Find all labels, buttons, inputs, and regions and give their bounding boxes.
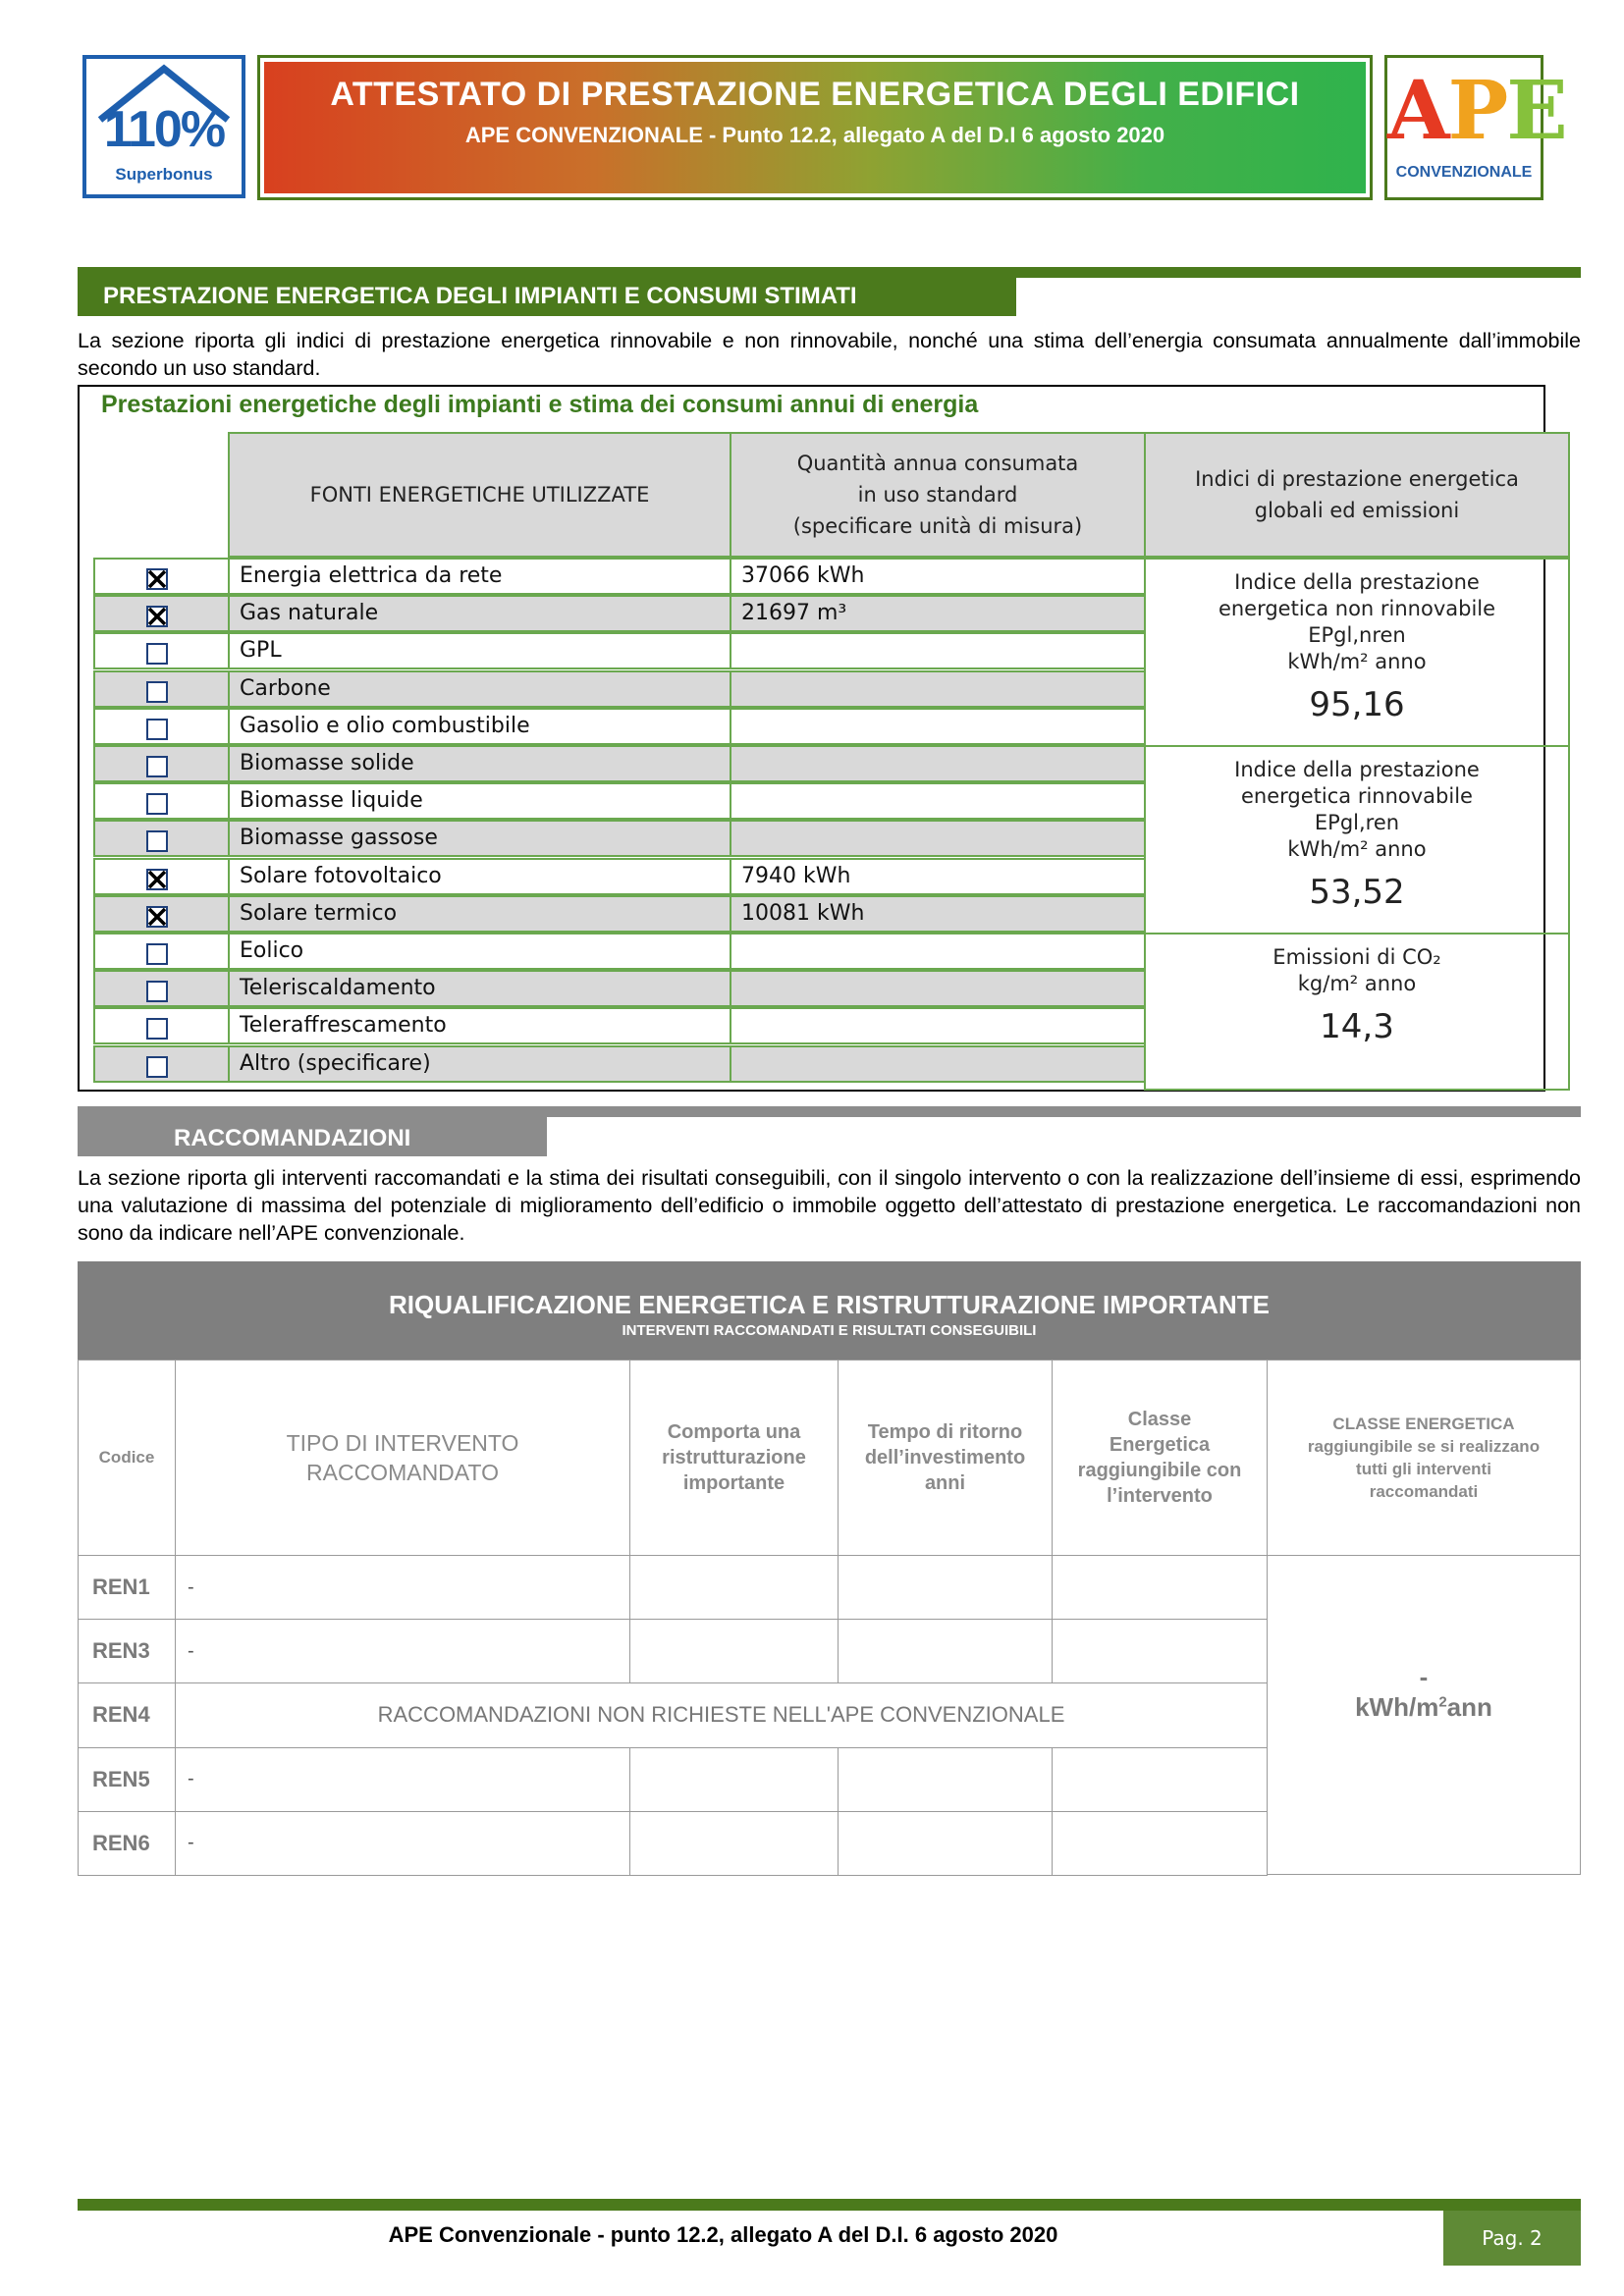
source-checkbox-cell bbox=[93, 820, 230, 857]
source-checkbox-cell bbox=[93, 558, 230, 595]
source-quantity: 10081 kWh bbox=[730, 895, 1146, 933]
source-label: Teleriscaldamento bbox=[228, 970, 731, 1007]
col-header-quantity: Quantità annua consumata in uso standard (specificare unità di misura) bbox=[730, 432, 1146, 558]
source-quantity bbox=[730, 632, 1146, 669]
recommendation-type: - bbox=[175, 1811, 630, 1876]
recommendation-cell bbox=[1052, 1555, 1268, 1620]
col-header-final-class: CLASSE ENERGETICA raggiungibile se si realizzano tutti gli interventi raccomandati bbox=[1267, 1360, 1581, 1556]
checked-checkbox-icon[interactable] bbox=[146, 606, 168, 627]
superbonus-logo bbox=[82, 55, 245, 198]
source-label: Gas naturale bbox=[228, 595, 731, 632]
source-checkbox-cell bbox=[93, 708, 230, 745]
source-quantity bbox=[730, 708, 1146, 745]
unchecked-checkbox-icon[interactable] bbox=[146, 643, 168, 665]
index-value: 14,3 bbox=[1320, 1007, 1394, 1046]
unchecked-checkbox-icon[interactable] bbox=[146, 943, 168, 965]
source-quantity: 37066 kWh bbox=[730, 558, 1146, 595]
source-quantity bbox=[730, 1007, 1146, 1044]
unchecked-checkbox-icon[interactable] bbox=[146, 719, 168, 740]
source-label: Solare termico bbox=[228, 895, 731, 933]
superbonus-label: Superbonus bbox=[115, 165, 213, 184]
recommendation-type: - bbox=[175, 1747, 630, 1812]
source-label: Eolico bbox=[228, 933, 731, 970]
recommendation-type: - bbox=[175, 1555, 630, 1620]
source-label: Biomasse liquide bbox=[228, 782, 731, 820]
recommendation-cell bbox=[838, 1747, 1053, 1812]
index-label-line: Indice della prestazione bbox=[1234, 758, 1480, 781]
index-value: 95,16 bbox=[1309, 685, 1405, 724]
energy-source-row bbox=[93, 1007, 1140, 1044]
section2-bar bbox=[78, 1106, 1581, 1117]
recommendation-cell bbox=[838, 1811, 1053, 1876]
source-label: Altro (specificare) bbox=[228, 1045, 731, 1083]
col-header-code: Codice bbox=[78, 1360, 176, 1556]
col-header-restructuring: Comporta una ristrutturazione importante bbox=[629, 1360, 839, 1556]
source-label: Energia elettrica da rete bbox=[228, 558, 731, 595]
final-class-value bbox=[1267, 1555, 1581, 1875]
unchecked-checkbox-icon[interactable] bbox=[146, 1056, 168, 1078]
source-quantity bbox=[730, 745, 1146, 782]
energy-source-row bbox=[93, 1045, 1140, 1083]
recommendation-cell bbox=[629, 1619, 839, 1683]
index-label-line: Emissioni di CO₂ bbox=[1272, 945, 1441, 969]
source-checkbox-cell bbox=[93, 782, 230, 820]
unchecked-checkbox-icon[interactable] bbox=[146, 1018, 168, 1040]
energy-source-row bbox=[93, 782, 1140, 820]
index-label-line: energetica non rinnovabile bbox=[1218, 597, 1496, 620]
energy-performance-table bbox=[78, 385, 1545, 1092]
recommendation-note: RACCOMANDAZIONI NON RICHIESTE NELL'APE CONVENZIONALE bbox=[175, 1682, 1268, 1747]
source-quantity bbox=[730, 820, 1146, 857]
superbonus-percent: 110% bbox=[103, 101, 225, 158]
index-label-line: energetica rinnovabile bbox=[1241, 784, 1473, 808]
col-header-class: Classe Energetica raggiungibile con l’intervento bbox=[1052, 1360, 1268, 1556]
index-label-line: EPgl,ren bbox=[1314, 811, 1400, 834]
source-label: Gasolio e olio combustibile bbox=[228, 708, 731, 745]
ape-logo bbox=[1384, 55, 1566, 200]
index-label-line: kWh/m² anno bbox=[1287, 650, 1427, 673]
index-label-line: kg/m² anno bbox=[1297, 972, 1417, 995]
recommendations-table bbox=[78, 1261, 1581, 1870]
energy-source-row bbox=[93, 670, 1140, 708]
source-label: Teleraffrescamento bbox=[228, 1007, 731, 1044]
recommendation-code: REN3 bbox=[78, 1619, 176, 1683]
performance-index-block bbox=[1144, 933, 1570, 1091]
source-label: Biomasse solide bbox=[228, 745, 731, 782]
recommendations-table-header: RIQUALIFICAZIONE ENERGETICA E RISTRUTTURAZIONE IMPORTANTE INTERVENTI RACCOMANDATI E RISULTATI CONSEGUIBILI bbox=[78, 1261, 1581, 1360]
source-checkbox-cell bbox=[93, 745, 230, 782]
source-label: Biomasse gassose bbox=[228, 820, 731, 857]
source-checkbox-cell bbox=[93, 1007, 230, 1044]
energy-source-row bbox=[93, 858, 1140, 895]
col-header-return-time: Tempo di ritorno dell’investimento anni bbox=[838, 1360, 1053, 1556]
final-class-unit: kWh/$m^2ann$ bbox=[1355, 1692, 1492, 1722]
source-checkbox-cell bbox=[93, 858, 230, 895]
source-checkbox-cell bbox=[93, 970, 230, 1007]
source-checkbox-cell bbox=[93, 933, 230, 970]
source-checkbox-cell bbox=[93, 1045, 230, 1083]
recommendation-cell bbox=[629, 1811, 839, 1876]
unchecked-checkbox-icon[interactable] bbox=[146, 756, 168, 777]
ape-logo-letters: APE bbox=[1387, 64, 1566, 158]
source-quantity: 7940 kWh bbox=[730, 858, 1146, 895]
col-header-type: TIPO DI INTERVENTO RACCOMANDATO bbox=[175, 1360, 630, 1556]
section2-title: RACCOMANDAZIONI bbox=[78, 1117, 547, 1156]
section1-description: La sezione riporta gli indici di prestazione energetica rinnovabile e non rinnovabile, nonché una stima dell’energia consumata annualmente dall’immobile secondo un uso standard. bbox=[78, 329, 1581, 380]
checked-checkbox-icon[interactable] bbox=[146, 869, 168, 890]
document-subtitle: APE CONVENZIONALE - Punto 12.2, allegato A del D.I 6 agosto 2020 bbox=[464, 123, 1165, 147]
recommendation-cell bbox=[838, 1555, 1053, 1620]
energy-source-row bbox=[93, 745, 1140, 782]
energy-source-row bbox=[93, 820, 1140, 857]
source-quantity bbox=[730, 782, 1146, 820]
unchecked-checkbox-icon[interactable] bbox=[146, 830, 168, 852]
energy-table-title: Prestazioni energetiche degli impianti e stima dei consumi annui di energia bbox=[101, 391, 979, 418]
footer-text: APE Convenzionale - punto 12.2, allegato A del D.I. 6 agosto 2020 bbox=[388, 2222, 1058, 2247]
energy-source-row bbox=[93, 933, 1140, 970]
energy-source-row bbox=[93, 970, 1140, 1007]
index-value: 53,52 bbox=[1309, 873, 1405, 912]
source-label: Solare fotovoltaico bbox=[228, 858, 731, 895]
checked-checkbox-icon[interactable] bbox=[146, 568, 168, 590]
recommendation-cell bbox=[629, 1747, 839, 1812]
recommendation-cell bbox=[1052, 1747, 1268, 1812]
performance-index-block bbox=[1144, 558, 1570, 747]
recommendation-code: REN4 bbox=[78, 1682, 176, 1747]
header-banner bbox=[257, 55, 1373, 200]
recommendation-cell bbox=[629, 1555, 839, 1620]
source-label: Carbone bbox=[228, 670, 731, 708]
ape-logo-sub: CONVENZIONALE bbox=[1395, 164, 1533, 181]
col-header-sources: FONTI ENERGETICHE UTILIZZATE bbox=[228, 432, 731, 558]
source-checkbox-cell bbox=[93, 670, 230, 708]
energy-source-row bbox=[93, 632, 1140, 669]
performance-index-block bbox=[1144, 745, 1570, 934]
source-quantity bbox=[730, 970, 1146, 1007]
recommendation-code: REN6 bbox=[78, 1811, 176, 1876]
source-checkbox-cell bbox=[93, 595, 230, 632]
unchecked-checkbox-icon[interactable] bbox=[146, 793, 168, 815]
document-title: ATTESTATO DI PRESTAZIONE ENERGETICA DEGLI EDIFICI bbox=[330, 76, 1300, 113]
recommendation-type: - bbox=[175, 1619, 630, 1683]
unchecked-checkbox-icon[interactable] bbox=[146, 981, 168, 1002]
section1-title: PRESTAZIONE ENERGETICA DEGLI IMPIANTI E CONSUMI STIMATI bbox=[78, 273, 1016, 316]
source-label: GPL bbox=[228, 632, 731, 669]
recommendation-cell bbox=[838, 1619, 1053, 1683]
source-quantity bbox=[730, 933, 1146, 970]
footer-bar bbox=[78, 2199, 1581, 2211]
source-quantity: 21697 m³ bbox=[730, 595, 1146, 632]
recommendation-cell bbox=[1052, 1811, 1268, 1876]
final-class-dash: - bbox=[1419, 1662, 1429, 1691]
index-label-line: kWh/m² anno bbox=[1287, 837, 1427, 861]
col-header-indices: Indici di prestazione energetica globali ed emissioni bbox=[1144, 432, 1570, 558]
page-number: Pag. 2 bbox=[1443, 2211, 1581, 2266]
index-label-line: Indice della prestazione bbox=[1234, 570, 1480, 594]
source-quantity bbox=[730, 670, 1146, 708]
section2-description: La sezione riporta gli interventi raccomandati e la stima dei risultati conseguibili, con il singolo intervento o con la realizzazione dell’insieme di essi, esprimendo una valutazione di massima del potenziale di miglioramento dell’edificio o immobile oggetto dell’attestato di prestazione energetica. Le raccomandazioni non sono da indicare nell’APE convenzionale. bbox=[78, 1166, 1581, 1245]
unchecked-checkbox-icon[interactable] bbox=[146, 681, 168, 703]
recommendation-cell bbox=[1052, 1619, 1268, 1683]
recommendation-code: REN5 bbox=[78, 1747, 176, 1812]
source-quantity bbox=[730, 1045, 1146, 1083]
index-label-line: EPgl,nren bbox=[1308, 623, 1406, 647]
energy-source-row bbox=[93, 595, 1140, 632]
source-checkbox-cell bbox=[93, 895, 230, 933]
energy-source-row bbox=[93, 558, 1140, 595]
source-checkbox-cell bbox=[93, 632, 230, 669]
checked-checkbox-icon[interactable] bbox=[146, 906, 168, 928]
energy-source-row bbox=[93, 895, 1140, 933]
energy-source-row bbox=[93, 708, 1140, 745]
recommendation-code: REN1 bbox=[78, 1555, 176, 1620]
